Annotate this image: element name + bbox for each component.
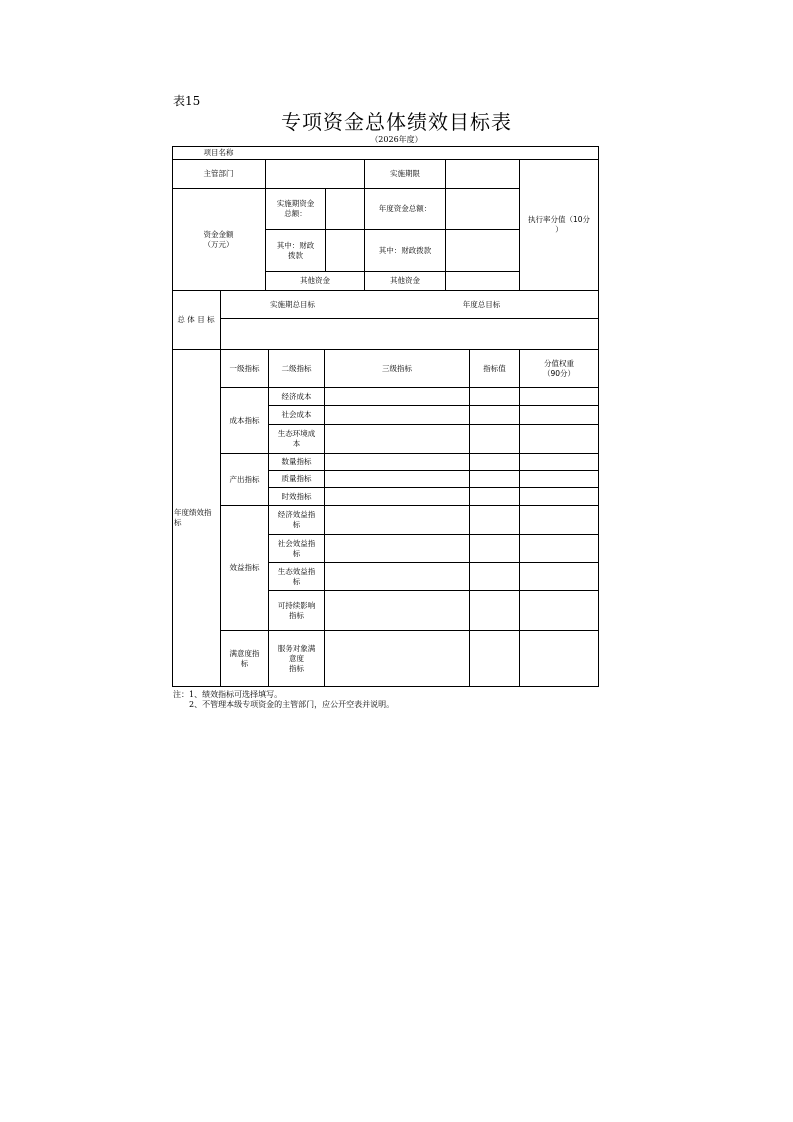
cost-ecological: 生态环境成 本: [277, 429, 316, 448]
table-number: 表15: [173, 94, 201, 108]
other-funds-label-period: 其他资金: [300, 276, 330, 285]
benefit-sustainable: 可持续影响 指标: [277, 600, 316, 620]
fiscal-label-annual: 其中：财政拨款: [378, 245, 432, 255]
dept-label: 主管部门: [203, 169, 234, 178]
output-quality: 质量指标: [281, 474, 312, 483]
col-value-header: 指标值: [483, 363, 506, 373]
cost-indicator: 成本指标: [229, 415, 260, 425]
satisfaction-indicator: 满意度指 标: [229, 648, 260, 668]
col-level2-header: 二级指标: [281, 363, 312, 373]
footnote-1: 注：1、绩效指标可选择填写。: [173, 690, 283, 699]
output-quantity: 数量指标: [281, 457, 312, 466]
page-title: 专项资金总体绩效目标表: [281, 110, 512, 134]
fiscal-label-period: 其中：财政 拨款: [276, 240, 315, 260]
annual-goal-header: 年度总目标: [462, 299, 501, 309]
output-timeliness: 时效指标: [281, 491, 312, 501]
other-funds-label-annual: 其他资金: [390, 276, 420, 285]
footnote-2: 2、不管理本级专项资金的主管部门，应公开空表并说明。: [189, 700, 395, 709]
satisfaction-service: 服务对象满 意度 指标: [277, 643, 316, 673]
benefit-social: 社会效益指 标: [277, 538, 316, 558]
footnotes: [173, 690, 394, 710]
output-indicator: 产出指标: [229, 474, 260, 484]
benefit-economic: 经济效益指 标: [277, 510, 316, 529]
total-funds-label: 实施期资金 总额：: [276, 199, 315, 218]
annual-funds-label: 年度资金总额：: [378, 204, 432, 213]
annual-indicators-label: 年度绩效指 标: [174, 508, 212, 527]
exec-rate-label: 执行率分值（10分 ）: [527, 215, 591, 234]
cost-social: 社会成本: [281, 410, 312, 419]
overall-goal-label: 总 体 目 标: [177, 315, 215, 324]
period-goal-header: 实施期总目标: [270, 299, 315, 309]
col-level1-header: 一级指标: [229, 363, 260, 373]
page-subtitle: （2026年度）: [370, 135, 423, 144]
cost-economic: 经济成本: [281, 391, 312, 401]
funds-label: 资金金额 （万元）: [203, 229, 234, 249]
period-label: 实施期限: [390, 169, 420, 178]
benefit-indicator: 效益指标: [229, 563, 260, 572]
project-name-label: 项目名称: [203, 148, 234, 157]
col-weight-header: 分值权重 （90分）: [542, 358, 576, 378]
benefit-ecological: 生态效益指 标: [277, 566, 316, 586]
col-level3-header: 三级指标: [382, 363, 412, 373]
